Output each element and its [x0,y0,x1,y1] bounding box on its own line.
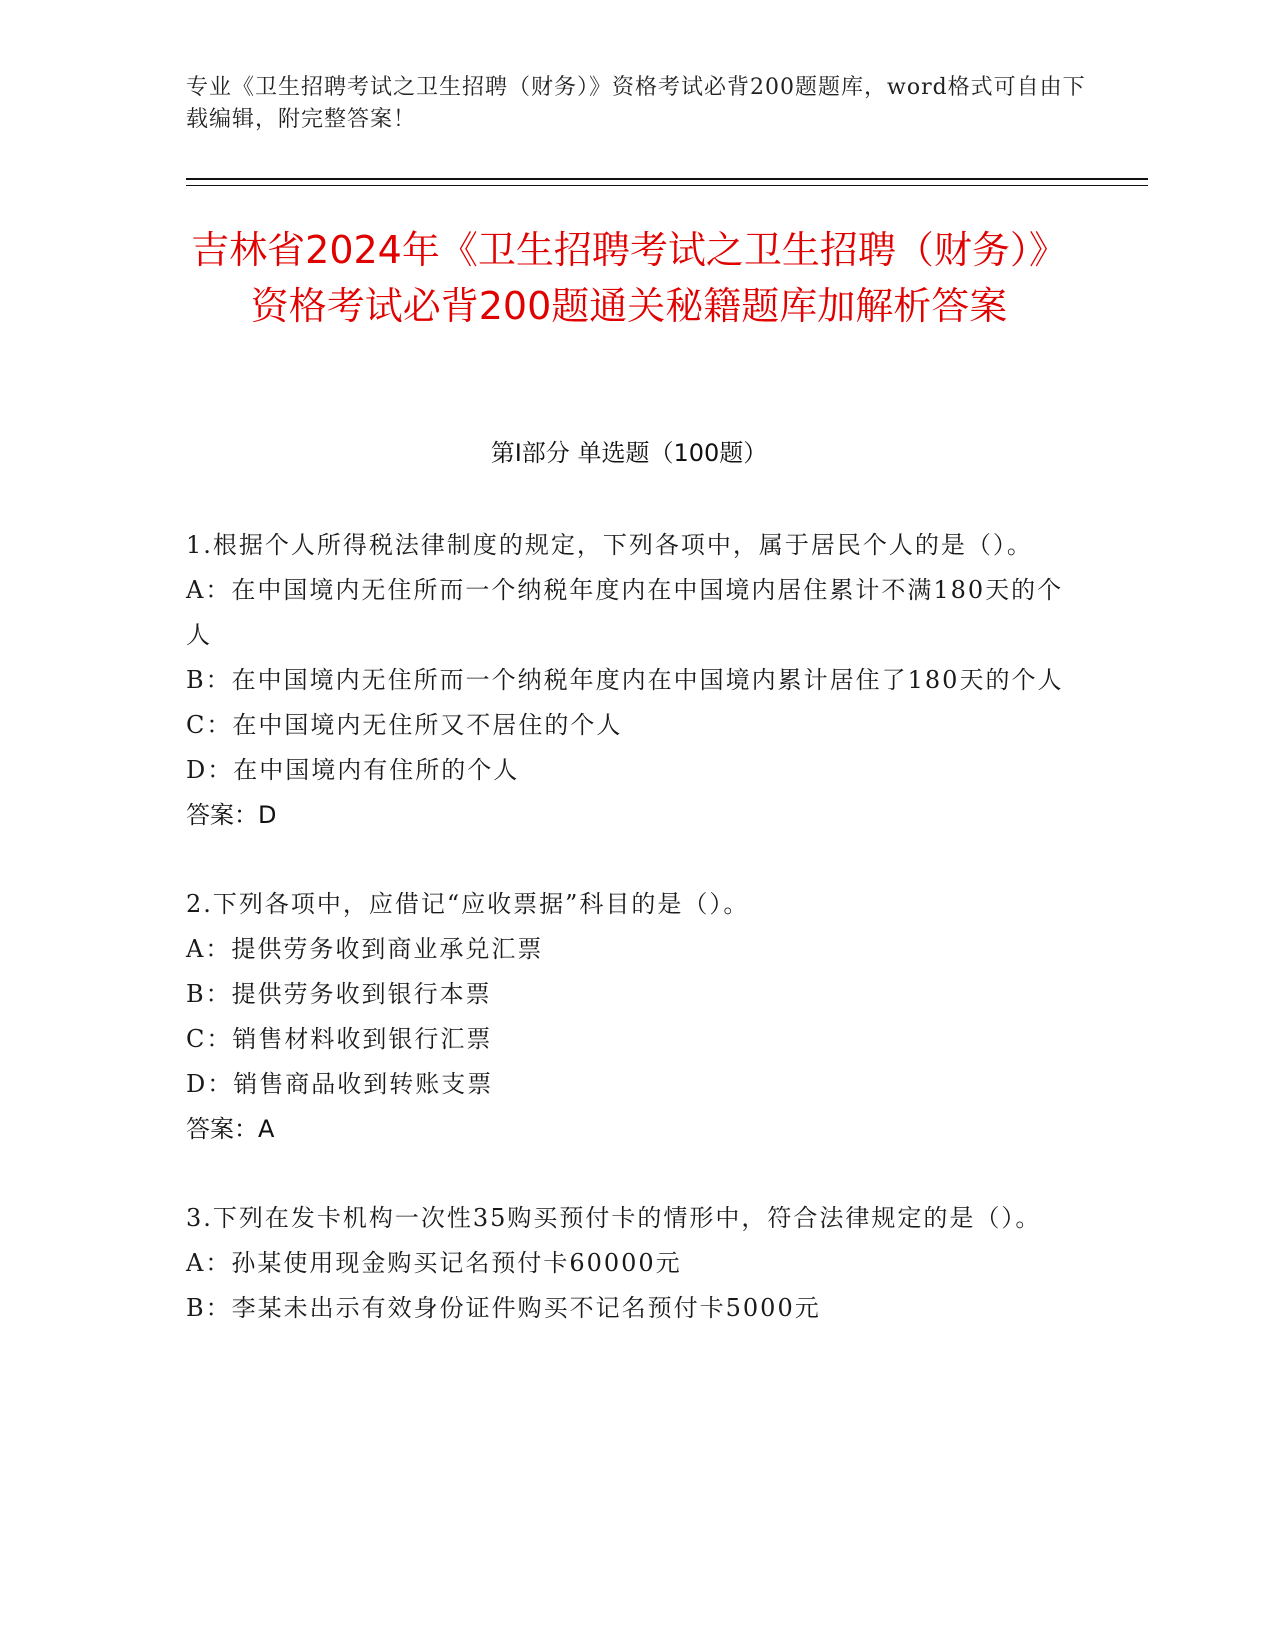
question-list [186,523,1066,1375]
question-text: 2.下列各项中，应借记“应收票据”科目的是（）。 [186,890,750,918]
option-a: A：提供劳务收到商业承兑汇票 [186,935,544,963]
question-text: 1.根据个人所得税法律制度的规定，下列各项中，属于居民个人的是（）。 [186,531,1033,559]
option-a: A：孙某使用现金购买记名预付卡60000元 [186,1249,682,1277]
option-a: A：在中国境内无住所而一个纳税年度内在中国境内居住累计不满180天的个人 [186,576,1064,649]
document-title: 吉林省2024年《卫生招聘考试之卫生招聘（财务）》资格考试必背200题通关秘籍题库加解析答案 [191,228,1067,328]
option-b: B：在中国境内无住所而一个纳税年度内在中国境内累计居住了180天的个人 [186,666,1064,694]
header-note: 专业《卫生招聘考试之卫生招聘（财务）》资格考试必背200题题库，word格式可自由下载编辑，附完整答案！ [186,75,1086,132]
header-divider-thick [186,178,1148,180]
option-d: D：销售商品收到转账支票 [186,1070,494,1098]
question-2 [186,882,1066,1152]
question-3 [186,1196,1066,1331]
option-c: C：在中国境内无住所又不居住的个人 [186,711,623,739]
header-divider-thin [186,185,1148,186]
question-1 [186,523,1066,838]
answer: 答案：A [186,1115,275,1143]
option-b: B：提供劳务收到银行本票 [186,980,492,1008]
option-d: D：在中国境内有住所的个人 [186,756,520,784]
section-heading: 第I部分 单选题（100题） [490,439,768,467]
answer: 答案：D [186,801,277,829]
option-c: C：销售材料收到银行汇票 [186,1025,493,1053]
question-text: 3.下列在发卡机构一次性35购买预付卡的情形中，符合法律规定的是（）。 [186,1204,1042,1232]
option-b: B：李某未出示有效身份证件购买不记名预付卡5000元 [186,1294,821,1322]
